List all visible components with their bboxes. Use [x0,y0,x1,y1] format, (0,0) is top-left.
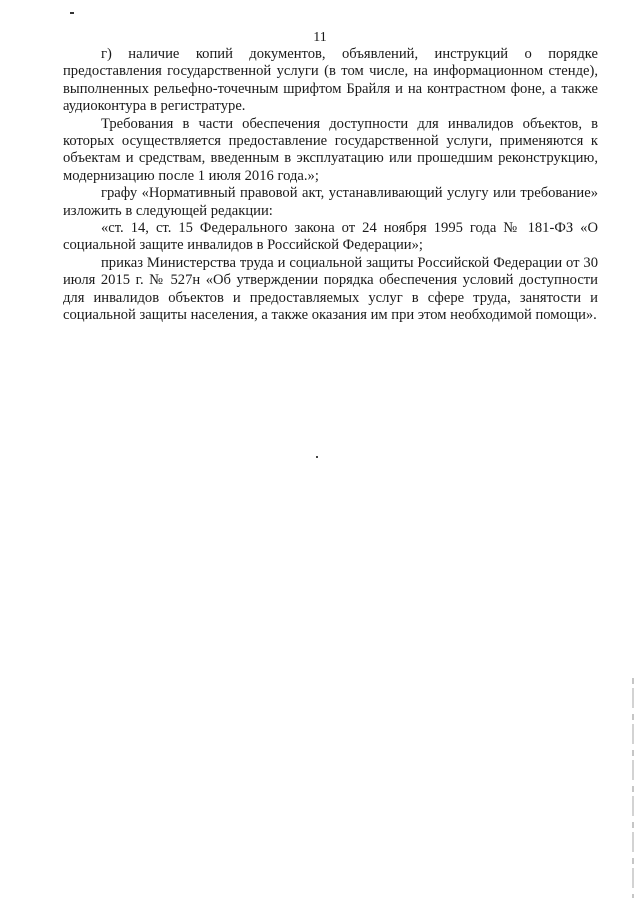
paragraph-accessibility-requirements: Требования в части обеспечения доступности для инвалидов объектов, в которых осуществляется предоставление государственной услуги, применяются к объектам и средствам, введенным в эксплуатацию или прошедшим реконструкцию, модернизацию после 1 июля 2016 года.»; [63,115,598,184]
page-number: 11 [313,30,327,45]
paragraph-ministry-order-reference: приказ Министерства труда и социальной защиты Российской Федерации от 30 июля 2015 г. № 527н «Об утверждении порядка обеспечения условий доступности для инвалидов объектов и предоставляемых услуг в сфере труда, занятости и социальной защиты населения, а также оказания им при этом необходимой помощи». [63,254,598,324]
document-body [63,46,598,325]
paragraph-braille-requirements: г) наличие копий документов, объявлений, инструкций о порядке предоставления государственной услуги (в том числе, на информационном стенде), выполненных рельефно-точечным шрифтом Брайля и на контрастном фоне, а также аудиоконтура в регистратуре. [63,46,598,115]
paragraph-column-amendment: графу «Нормативный правовой акт, устанавливающий услугу или требование» изложить в следующей редакции: [63,185,598,219]
scan-artifact-mark [70,12,74,14]
paragraph-federal-law-reference: «ст. 14, ст. 15 Федерального закона от 24 ноября 1995 года № 181-ФЗ «О социальной защите инвалидов в Российской Федерации»; [63,220,598,254]
scan-edge-artifact [632,678,634,898]
scan-artifact-dot [316,456,318,458]
